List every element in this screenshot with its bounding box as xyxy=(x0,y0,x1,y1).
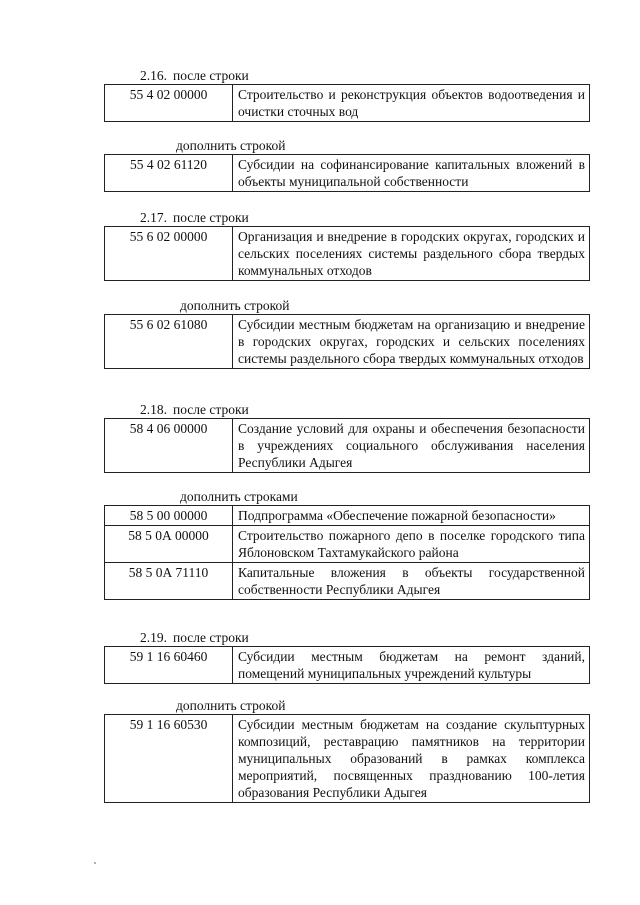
section-heading-text: дополнить строкой xyxy=(176,698,286,713)
section-heading-text: дополнить строкой xyxy=(180,298,290,313)
budget-description: Субсидии местным бюджетам на организацию и внедрение в городских округах, городских и сельских поселениях системы раздельного сбора твердых коммунальных отходов xyxy=(233,315,590,369)
code-table xyxy=(104,226,590,281)
code-table xyxy=(104,154,590,192)
budget-description: Капитальные вложения в объекты государственной собственности Республики Адыгея xyxy=(233,563,590,600)
budget-description: Подпрограмма «Обеспечение пожарной безопасности» xyxy=(233,506,590,526)
code-table xyxy=(104,505,590,600)
budget-description: Субсидии местным бюджетам на ремонт зданий, помещений муниципальных учреждений культуры xyxy=(233,647,590,684)
section-number: 2.18. xyxy=(140,402,167,417)
section-heading-text: после строки xyxy=(173,630,249,645)
budget-description: Создание условий для охраны и обеспечения безопасности в учреждениях социального обслуживания населения Республики Адыгея xyxy=(233,419,590,473)
table-row xyxy=(105,419,590,473)
section-heading-text: после строки xyxy=(173,68,249,83)
section-heading xyxy=(140,68,249,84)
table-row xyxy=(105,715,590,803)
scan-speck xyxy=(94,862,96,864)
code-table xyxy=(104,714,590,803)
budget-code: 59 1 16 60460 xyxy=(105,647,233,684)
budget-code: 59 1 16 60530 xyxy=(105,715,233,803)
section-heading xyxy=(140,210,249,226)
section-number: 2.16. xyxy=(140,68,167,83)
budget-code: 58 4 06 00000 xyxy=(105,419,233,473)
budget-description: Строительство пожарного депо в поселке городского типа Яблоновском Тахтамукайского района xyxy=(233,526,590,563)
table-row xyxy=(105,506,590,526)
table-row xyxy=(105,227,590,281)
table-row xyxy=(105,526,590,563)
table-row xyxy=(105,563,590,600)
table-row xyxy=(105,647,590,684)
section-heading xyxy=(140,402,249,418)
table-row xyxy=(105,155,590,192)
section-heading xyxy=(180,298,289,314)
section-heading xyxy=(176,698,285,714)
budget-code: 58 5 00 00000 xyxy=(105,506,233,526)
section-heading-text: дополнить строкой xyxy=(176,138,286,153)
budget-code: 55 6 02 61080 xyxy=(105,315,233,369)
table-row xyxy=(105,315,590,369)
section-heading-text: после строки xyxy=(173,210,249,225)
section-heading-text: дополнить строками xyxy=(180,489,298,504)
budget-code: 58 5 0А 71110 xyxy=(105,563,233,600)
budget-description: Субсидии на софинансирование капитальных вложений в объекты муниципальной собственности xyxy=(233,155,590,192)
section-heading xyxy=(140,630,249,646)
code-table xyxy=(104,314,590,369)
section-number: 2.19. xyxy=(140,630,167,645)
budget-code: 55 6 02 00000 xyxy=(105,227,233,281)
section-number: 2.17. xyxy=(140,210,167,225)
code-table xyxy=(104,84,590,122)
section-heading-text: после строки xyxy=(173,402,249,417)
budget-code: 58 5 0А 00000 xyxy=(105,526,233,563)
budget-description: Строительство и реконструкция объектов водоотведения и очистки сточных вод xyxy=(233,85,590,122)
table-row xyxy=(105,85,590,122)
section-heading xyxy=(180,489,298,505)
code-table xyxy=(104,646,590,684)
budget-code: 55 4 02 61120 xyxy=(105,155,233,192)
budget-description: Организация и внедрение в городских округах, городских и сельских поселениях системы раздельного сбора твердых коммунальных отходов xyxy=(233,227,590,281)
budget-description: Субсидии местным бюджетам на создание скульптурных композиций, реставрацию памятников на территории муниципальных образований в рамках комплекса мероприятий, посвященных празднованию 100-летия образования Республики Адыгея xyxy=(233,715,590,803)
code-table xyxy=(104,418,590,473)
section-heading xyxy=(176,138,285,154)
budget-code: 55 4 02 00000 xyxy=(105,85,233,122)
